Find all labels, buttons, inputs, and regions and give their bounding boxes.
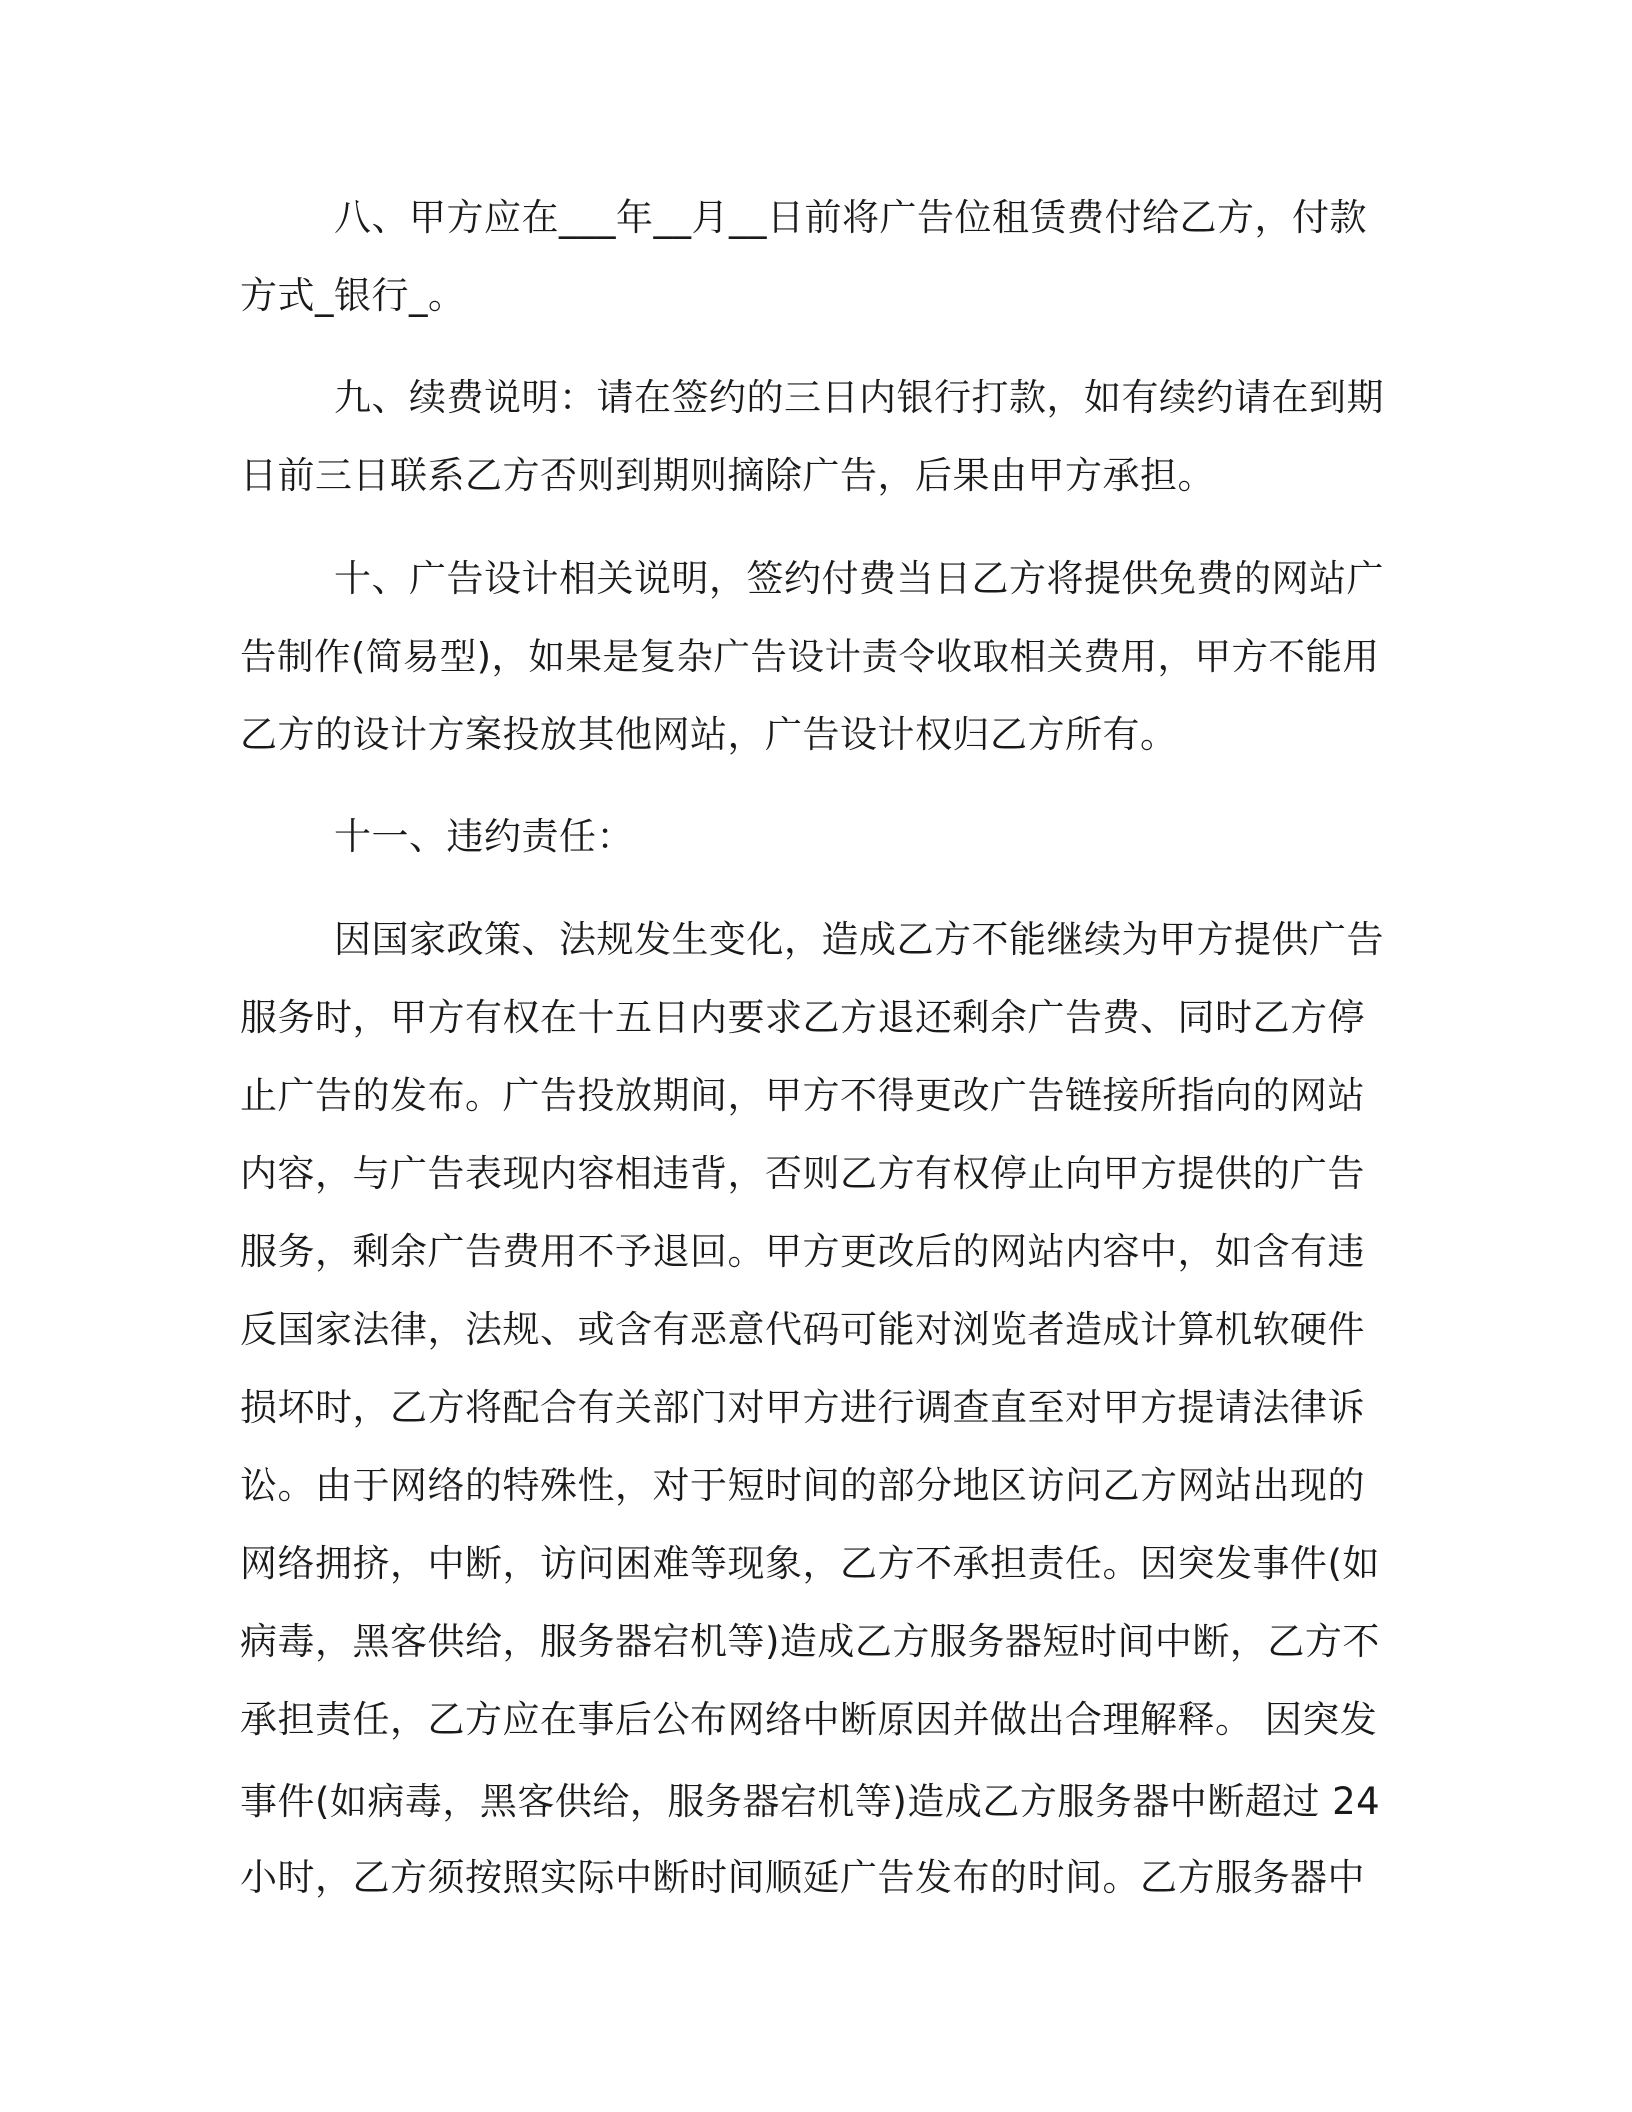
para-11-body-line-13: 小时，乙方须按照实际中断时间顺延广告发布的时间。乙方服务器中 [240,1856,1365,1899]
para-11-body-line-11: 承担责任，乙方应在事后公布网络中断原因并做出合理解释。 因突发 [240,1698,1378,1741]
para-11-body-line-2: 服务时，甲方有权在十五日内要求乙方退还剩余广告费、同时乙方停 [240,996,1365,1039]
para-11-body-line-7: 损坏时，乙方将配合有关部门对甲方进行调查直至对甲方提请法律诉 [240,1386,1365,1429]
para-11-body-line-10: 病毒，黑客供给，服务器宕机等)造成乙方服务器短时间中断，乙方不 [240,1620,1380,1663]
para-10-line-3: 乙方的设计方案投放其他网站，广告设计权归乙方所有。 [240,713,1178,756]
para-11-body-line-6: 反国家法律，法规、或含有恶意代码可能对浏览者造成计算机软硬件 [240,1308,1365,1351]
para-11-body-line-3: 止广告的发布。广告投放期间，甲方不得更改广告链接所指向的网站 [240,1074,1365,1117]
para-8-line-1: 八、甲方应在___年__月__日前将广告位租赁费付给乙方，付款 [334,196,1367,239]
para-9-line-2: 日前三日联系乙方否则到期则摘除广告，后果由甲方承担。 [240,454,1215,497]
para-10-line-2: 告制作(简易型)，如果是复杂广告设计责令收取相关费用，甲方不能用 [240,635,1380,678]
para-9-line-1: 九、续费说明：请在签约的三日内银行打款，如有续约请在到期 [334,376,1384,419]
para-10-line-1: 十、广告设计相关说明，签约付费当日乙方将提供免费的网站广 [334,557,1384,600]
para-11-body-line-9: 网络拥挤，中断，访问困难等现象，乙方不承担责任。因突发事件(如 [240,1542,1380,1585]
para-11-body-line-1: 因国家政策、法规发生变化，造成乙方不能继续为甲方提供广告 [334,918,1384,961]
para-11-body-line-5: 服务，剩余广告费用不予退回。甲方更改后的网站内容中，如含有违 [240,1230,1365,1273]
para-8-line-2: 方式_银行_。 [240,274,466,317]
para-11-body-line-8: 讼。由于网络的特殊性，对于短时间的部分地区访问乙方网站出现的 [240,1464,1365,1507]
para-11-body-line-12: 事件(如病毒，黑客供给，服务器宕机等)造成乙方服务器中断超过 24 [240,1780,1381,1823]
para-11-body-line-4: 内容，与广告表现内容相违背，否则乙方有权停止向甲方提供的广告 [240,1152,1365,1195]
para-11-heading: 十一、违约责任： [334,815,634,858]
